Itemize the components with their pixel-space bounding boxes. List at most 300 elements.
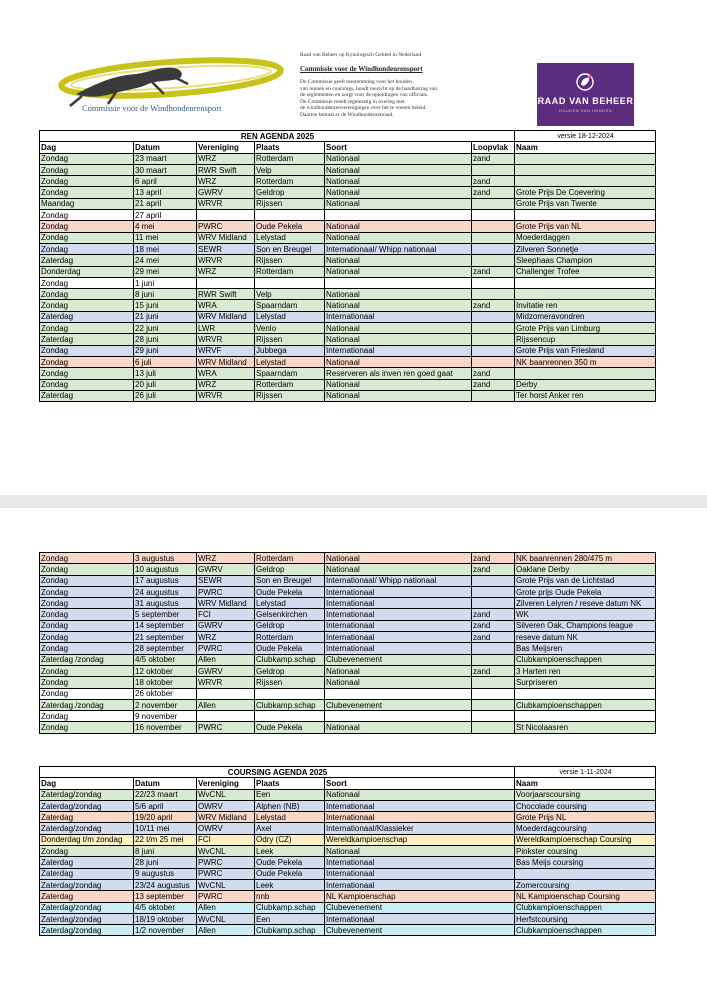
cell-vereniging: RWR Swift: [197, 289, 255, 300]
table-row: [40, 379, 656, 390]
ren-agenda-table-continued: [39, 552, 656, 734]
cell-vereniging: PWRC: [197, 891, 255, 902]
ren-header-row: [40, 142, 656, 153]
cell-soort: Internationaal: [325, 812, 515, 823]
dog-heart-icon: [575, 72, 595, 92]
cell-naam: St Nicolaasren: [515, 722, 656, 733]
table-row: [40, 789, 656, 800]
cell-soort: Nationaal: [325, 334, 472, 345]
cell-vereniging: OWRV: [197, 823, 255, 834]
cell-dag: Zondag: [40, 210, 134, 221]
cell-naam: Grote Prijs De Coevering: [515, 187, 656, 198]
cell-naam: Grote Prijs van de Lichtstad: [515, 575, 656, 586]
cell-dag: Zaterdag: [40, 255, 134, 266]
cell-soort: NL Kampioenschap: [325, 891, 515, 902]
cell-loopvlak: zand: [472, 620, 515, 631]
cell-soort: Nationaal: [325, 266, 472, 277]
table-row: [40, 868, 656, 879]
table-row: [40, 913, 656, 924]
ren-title-row: [40, 131, 656, 142]
cell-plaats: Clubkamp.schap: [255, 902, 325, 913]
cell-vereniging: FCI: [197, 834, 255, 845]
cell-naam: Silveren Oak, Champions league: [515, 620, 656, 631]
col-header-vereniging: Vereniging: [197, 142, 255, 153]
cell-dag: Zondag: [40, 598, 134, 609]
col-header-soort: Soort: [325, 142, 472, 153]
cell-dag: Zondag: [40, 277, 134, 288]
table-row: [40, 891, 656, 902]
cell-plaats: [255, 688, 325, 699]
table-row: [40, 722, 656, 733]
cell-plaats: Rijssen: [255, 390, 325, 401]
cell-loopvlak: zand: [472, 176, 515, 187]
cell-naam: NL Kampioenschap Coursing: [515, 891, 656, 902]
cell-naam: Grote Prijs van Twente: [515, 198, 656, 209]
cell-vereniging: WvCNL: [197, 846, 255, 857]
agenda-page-2: [0, 508, 707, 1000]
cell-plaats: Jubbega: [255, 345, 325, 356]
cell-naam: [515, 277, 656, 288]
cell-soort: Nationaal: [325, 665, 472, 676]
coursing-agenda-title: COURSING AGENDA 2025: [40, 767, 515, 778]
cell-plaats: Leek: [255, 879, 325, 890]
cell-vereniging: Allen: [197, 699, 255, 710]
col-header-naam: Naam: [515, 142, 656, 153]
cell-dag: Zondag: [40, 164, 134, 175]
cell-vereniging: PWRC: [197, 868, 255, 879]
cell-dag: Maandag: [40, 198, 134, 209]
cell-soort: Internationaal: [325, 586, 472, 597]
cell-datum: 3 augustus: [134, 553, 197, 564]
cell-vereniging: GWRV: [197, 564, 255, 575]
cell-soort: Internationaal/ Whipp nationaal: [325, 575, 472, 586]
cell-naam: [515, 176, 656, 187]
cell-plaats: [255, 711, 325, 722]
table-row: [40, 323, 656, 334]
cell-dag: Zondag: [40, 232, 134, 243]
cell-dag: Zaterdag/zondag: [40, 879, 134, 890]
table-row: [40, 812, 656, 823]
cell-naam: [515, 368, 656, 379]
cell-datum: 18 oktober: [134, 677, 197, 688]
cell-soort: Internationaal: [325, 800, 515, 811]
cell-naam: Grote Prijs van NL: [515, 221, 656, 232]
table-row: [40, 221, 656, 232]
cell-vereniging: FCI: [197, 609, 255, 620]
cell-naam: NK baanrennen 350 m: [515, 356, 656, 367]
cell-naam: Zilveren Lelyren / reseve datum NK: [515, 598, 656, 609]
cell-loopvlak: [472, 586, 515, 597]
cell-loopvlak: [472, 198, 515, 209]
table-row: [40, 609, 656, 620]
cell-loopvlak: [472, 390, 515, 401]
table-row: [40, 176, 656, 187]
cell-dag: Zaterdag/zondag: [40, 789, 134, 800]
cell-dag: Zaterdag: [40, 390, 134, 401]
cell-vereniging: SEWR: [197, 243, 255, 254]
ren-version: versie 18-12-2024: [515, 131, 656, 142]
cell-soort: Internationaal: [325, 643, 472, 654]
cell-plaats: Spaarndam: [255, 300, 325, 311]
cell-plaats: Clubkamp.schap: [255, 699, 325, 710]
cell-naam: Wereldkampioenschap Coursing: [515, 834, 656, 845]
cell-vereniging: PWRC: [197, 586, 255, 597]
cell-loopvlak: zand: [472, 300, 515, 311]
table-row: [40, 632, 656, 643]
cell-plaats: Rijssen: [255, 198, 325, 209]
cell-plaats: Een: [255, 913, 325, 924]
cell-plaats: Geldrop: [255, 665, 325, 676]
description-line: Daartoe bestaat er de Windhondenrenraad.: [300, 111, 394, 118]
cell-datum: 1 juni: [134, 277, 197, 288]
cell-loopvlak: [472, 643, 515, 654]
cell-datum: 4/5 oktober: [134, 902, 197, 913]
cell-dag: Zondag: [40, 379, 134, 390]
cell-vereniging: [197, 277, 255, 288]
cell-datum: 11 mei: [134, 232, 197, 243]
cell-soort: Internationaal/ Whipp nationaal: [325, 243, 472, 254]
cell-plaats: Velp: [255, 164, 325, 175]
cell-dag: Zondag: [40, 846, 134, 857]
cell-plaats: Rijssen: [255, 334, 325, 345]
cell-datum: 28 juni: [134, 857, 197, 868]
cell-vereniging: WRV Midland: [197, 812, 255, 823]
cell-vereniging: PWRC: [197, 722, 255, 733]
table-row: [40, 345, 656, 356]
cell-datum: 9 augustus: [134, 868, 197, 879]
cell-soort: Clubevenement: [325, 902, 515, 913]
cell-plaats: Venlo: [255, 323, 325, 334]
cell-naam: 3 Harten ren: [515, 665, 656, 676]
cell-soort: Clubevenement: [325, 925, 515, 936]
cell-plaats: Lelystad: [255, 311, 325, 322]
cell-datum: 29 juni: [134, 345, 197, 356]
cell-datum: 28 juni: [134, 334, 197, 345]
rvb-tagline: HOUDEN VAN HONDEN: [558, 108, 613, 113]
cell-soort: Nationaal: [325, 300, 472, 311]
cell-plaats: Son en Breugel: [255, 575, 325, 586]
rvb-name: RAAD VAN BEHEER: [537, 96, 634, 106]
cell-soort: [325, 711, 472, 722]
cell-datum: 26 juli: [134, 390, 197, 401]
cell-soort: Internationaal: [325, 598, 472, 609]
cell-loopvlak: [472, 221, 515, 232]
cell-vereniging: GWRV: [197, 187, 255, 198]
cell-plaats: Lelystad: [255, 598, 325, 609]
cell-datum: 6 april: [134, 176, 197, 187]
cell-loopvlak: [472, 334, 515, 345]
cell-soort: Internationaal: [325, 620, 472, 631]
cell-datum: 22 t/m 25 mei: [134, 834, 197, 845]
cell-dag: Zondag: [40, 153, 134, 164]
cell-naam: Clubkampioenschappen: [515, 925, 656, 936]
cell-soort: Wereldkampioenschap: [325, 834, 515, 845]
cell-vereniging: WRZ: [197, 176, 255, 187]
cell-naam: Chocolade coursing: [515, 800, 656, 811]
cell-plaats: Rijssen: [255, 677, 325, 688]
cell-naam: Bas Meijsren: [515, 643, 656, 654]
cell-datum: 27 april: [134, 210, 197, 221]
description-line: de windhondenrenverenigingen over het te voeren beleid.: [300, 105, 427, 112]
cell-soort: [325, 210, 472, 221]
cell-naam: Rijssencup: [515, 334, 656, 345]
cell-loopvlak: [472, 311, 515, 322]
cell-datum: 13 juli: [134, 368, 197, 379]
cell-naam: [515, 289, 656, 300]
table-row: [40, 699, 656, 710]
cell-vereniging: RWR Swift: [197, 164, 255, 175]
cell-vereniging: WRV Midland: [197, 598, 255, 609]
cell-plaats: Clubkamp.schap: [255, 925, 325, 936]
cell-plaats: Oude Pekela: [255, 857, 325, 868]
cell-plaats: Oude Pekela: [255, 586, 325, 597]
cell-naam: [515, 153, 656, 164]
cell-datum: 31 augustus: [134, 598, 197, 609]
cell-vereniging: WRA: [197, 368, 255, 379]
table-row: [40, 187, 656, 198]
cell-plaats: Rotterdam: [255, 632, 325, 643]
table-row: [40, 266, 656, 277]
cell-plaats: Een: [255, 789, 325, 800]
cell-loopvlak: zand: [472, 553, 515, 564]
table-row: [40, 164, 656, 175]
table-row: [40, 586, 656, 597]
cell-dag: Zondag: [40, 368, 134, 379]
cell-datum: 19/20 april: [134, 812, 197, 823]
cell-vereniging: PWRC: [197, 857, 255, 868]
cell-naam: reseve datum NK: [515, 632, 656, 643]
cell-vereniging: WRVR: [197, 390, 255, 401]
col-header-datum: Datum: [134, 778, 197, 789]
cell-vereniging: WRZ: [197, 379, 255, 390]
cell-loopvlak: [472, 345, 515, 356]
cell-vereniging: WRVR: [197, 677, 255, 688]
cell-datum: 30 maart: [134, 164, 197, 175]
cell-datum: 21 september: [134, 632, 197, 643]
table-row: [40, 846, 656, 857]
cell-vereniging: WRVR: [197, 198, 255, 209]
cell-loopvlak: [472, 232, 515, 243]
cell-naam: [515, 164, 656, 175]
cell-plaats: Geldrop: [255, 564, 325, 575]
cell-loopvlak: zand: [472, 632, 515, 643]
cell-loopvlak: [472, 598, 515, 609]
cell-plaats: Oude Pekela: [255, 221, 325, 232]
cell-soort: Nationaal: [325, 553, 472, 564]
cell-soort: Internationaal: [325, 879, 515, 890]
cell-dag: Zaterdag: [40, 857, 134, 868]
cell-vereniging: [197, 711, 255, 722]
logo-caption: Commissie voor de Windhondenrensport: [82, 103, 222, 113]
cell-vereniging: WvCNL: [197, 913, 255, 924]
cell-soort: Internationaal: [325, 857, 515, 868]
cell-loopvlak: zand: [472, 609, 515, 620]
cell-vereniging: Allen: [197, 902, 255, 913]
cell-vereniging: WRZ: [197, 153, 255, 164]
table-row: [40, 834, 656, 845]
cell-vereniging: WvCNL: [197, 789, 255, 800]
cell-plaats: nnb: [255, 891, 325, 902]
table-row: [40, 300, 656, 311]
cell-dag: Zaterdag: [40, 891, 134, 902]
cell-dag: Zondag: [40, 356, 134, 367]
cell-soort: Nationaal: [325, 187, 472, 198]
cell-dag: Zondag: [40, 187, 134, 198]
cell-dag: Zondag: [40, 553, 134, 564]
cell-dag: Zondag: [40, 243, 134, 254]
cell-plaats: Rotterdam: [255, 553, 325, 564]
cell-soort: Nationaal: [325, 232, 472, 243]
cell-plaats: Rotterdam: [255, 379, 325, 390]
cell-plaats: Rijssen: [255, 255, 325, 266]
cell-naam: Clubkampioenschappen: [515, 699, 656, 710]
cell-datum: 13 september: [134, 891, 197, 902]
cell-naam: Voorjaarscoursing: [515, 789, 656, 800]
table-row: [40, 368, 656, 379]
cell-soort: Internationaal: [325, 868, 515, 879]
cell-datum: 6 juli: [134, 356, 197, 367]
cell-dag: Zondag: [40, 688, 134, 699]
cell-dag: Zondag: [40, 643, 134, 654]
cell-vereniging: PWRC: [197, 643, 255, 654]
description-line: De Commissie treedt regelmatig in overleg met: [300, 98, 405, 105]
table-row: [40, 823, 656, 834]
cell-plaats: Rotterdam: [255, 266, 325, 277]
cell-loopvlak: zand: [472, 153, 515, 164]
cell-dag: Zaterdag/zondag: [40, 800, 134, 811]
cell-datum: 1/2 november: [134, 925, 197, 936]
cell-plaats: Geldrop: [255, 620, 325, 631]
cell-soort: Internationaal/Klassieker: [325, 823, 515, 834]
cell-plaats: Oude Pekela: [255, 722, 325, 733]
cell-loopvlak: [472, 323, 515, 334]
cell-dag: Zondag: [40, 620, 134, 631]
cell-naam: Clubkampioenschappen: [515, 654, 656, 665]
cell-naam: Invitatie ren: [515, 300, 656, 311]
coursing-title-row: [40, 767, 656, 778]
cell-datum: 21 juni: [134, 311, 197, 322]
cell-vereniging: GWRV: [197, 620, 255, 631]
federation-line: Raad van Beheer op Kynologisch Gebied in Nederland: [300, 52, 422, 58]
cell-vereniging: WRA: [197, 300, 255, 311]
cell-naam: Bas Meijs coursing: [515, 857, 656, 868]
cell-datum: 29 mei: [134, 266, 197, 277]
cell-soort: Nationaal: [325, 379, 472, 390]
cell-soort: Nationaal: [325, 153, 472, 164]
cell-vereniging: WRZ: [197, 553, 255, 564]
cell-soort: Nationaal: [325, 289, 472, 300]
cell-naam: Clubkampioenschappen: [515, 902, 656, 913]
cell-naam: Zomercoursing: [515, 879, 656, 890]
cell-dag: Zondag: [40, 176, 134, 187]
cell-plaats: Alphen (NB): [255, 800, 325, 811]
table-row: [40, 334, 656, 345]
cell-vereniging: Allen: [197, 654, 255, 665]
cell-loopvlak: [472, 722, 515, 733]
table-row: [40, 879, 656, 890]
cell-loopvlak: [472, 289, 515, 300]
cell-dag: Zaterdag /zondag: [40, 699, 134, 710]
cell-loopvlak: zand: [472, 665, 515, 676]
cell-soort: Internationaal: [325, 632, 472, 643]
cell-loopvlak: [472, 688, 515, 699]
cell-naam: [515, 868, 656, 879]
committee-title: Commissie voor de Windhondenrensport: [300, 65, 423, 73]
cell-soort: Nationaal: [325, 677, 472, 688]
description-line: De Commissie geeft toestemming voor het houden: [300, 79, 412, 85]
cell-dag: Zondag: [40, 289, 134, 300]
cell-loopvlak: [472, 164, 515, 175]
table-row: [40, 677, 656, 688]
col-header-loopvlak: Loopvlak: [472, 142, 515, 153]
cell-datum: 18 mei: [134, 243, 197, 254]
cell-dag: Zondag: [40, 632, 134, 643]
cell-plaats: Oude Pekela: [255, 868, 325, 879]
col-header-soort: Soort: [325, 778, 515, 789]
cell-datum: 14 september: [134, 620, 197, 631]
cell-dag: Donderdag t/m zondag: [40, 834, 134, 845]
cell-soort: Internationaal: [325, 609, 472, 620]
cell-soort: Nationaal: [325, 789, 515, 800]
cell-vereniging: WRVR: [197, 334, 255, 345]
cell-dag: Zaterdag: [40, 334, 134, 345]
committee-description: [300, 79, 510, 119]
cell-datum: 18/19 oktober: [134, 913, 197, 924]
cell-naam: Derby: [515, 379, 656, 390]
table-row: [40, 198, 656, 209]
cell-dag: Zondag: [40, 323, 134, 334]
cell-plaats: Clubkamp.schap: [255, 654, 325, 665]
table-row: [40, 598, 656, 609]
cell-datum: 26 oktober: [134, 688, 197, 699]
cell-naam: Grote Prijs NL: [515, 812, 656, 823]
cell-loopvlak: [472, 356, 515, 367]
cell-naam: Grote Prijs van Limburg: [515, 323, 656, 334]
cell-plaats: [255, 277, 325, 288]
cell-naam: [515, 688, 656, 699]
cell-loopvlak: [472, 255, 515, 266]
cell-dag: Zondag: [40, 564, 134, 575]
cell-vereniging: WvCNL: [197, 879, 255, 890]
table-row: [40, 232, 656, 243]
cell-plaats: Lelystad: [255, 812, 325, 823]
cell-datum: 13 april: [134, 187, 197, 198]
col-header-plaats: Plaats: [255, 142, 325, 153]
cell-naam: Sleephaas Champion: [515, 255, 656, 266]
table-row: [40, 643, 656, 654]
cell-soort: Reserveren als inven ren goed gaat: [325, 368, 472, 379]
table-row: [40, 553, 656, 564]
col-header-naam: Naam: [515, 778, 656, 789]
cell-soort: Clubevenement: [325, 654, 472, 665]
ren-agenda-table: [39, 130, 656, 402]
table-row: [40, 620, 656, 631]
cell-plaats: Son en Breugel: [255, 243, 325, 254]
cell-loopvlak: zand: [472, 187, 515, 198]
cell-datum: 8 juni: [134, 289, 197, 300]
cell-loopvlak: zand: [472, 368, 515, 379]
table-row: [40, 390, 656, 401]
table-row: [40, 925, 656, 936]
cell-soort: Clubevenement: [325, 699, 472, 710]
cell-naam: [515, 711, 656, 722]
cell-plaats: Velp: [255, 289, 325, 300]
table-row: [40, 857, 656, 868]
table-row: [40, 311, 656, 322]
table-row: [40, 711, 656, 722]
cell-datum: 21 april: [134, 198, 197, 209]
cell-plaats: Rotterdam: [255, 153, 325, 164]
